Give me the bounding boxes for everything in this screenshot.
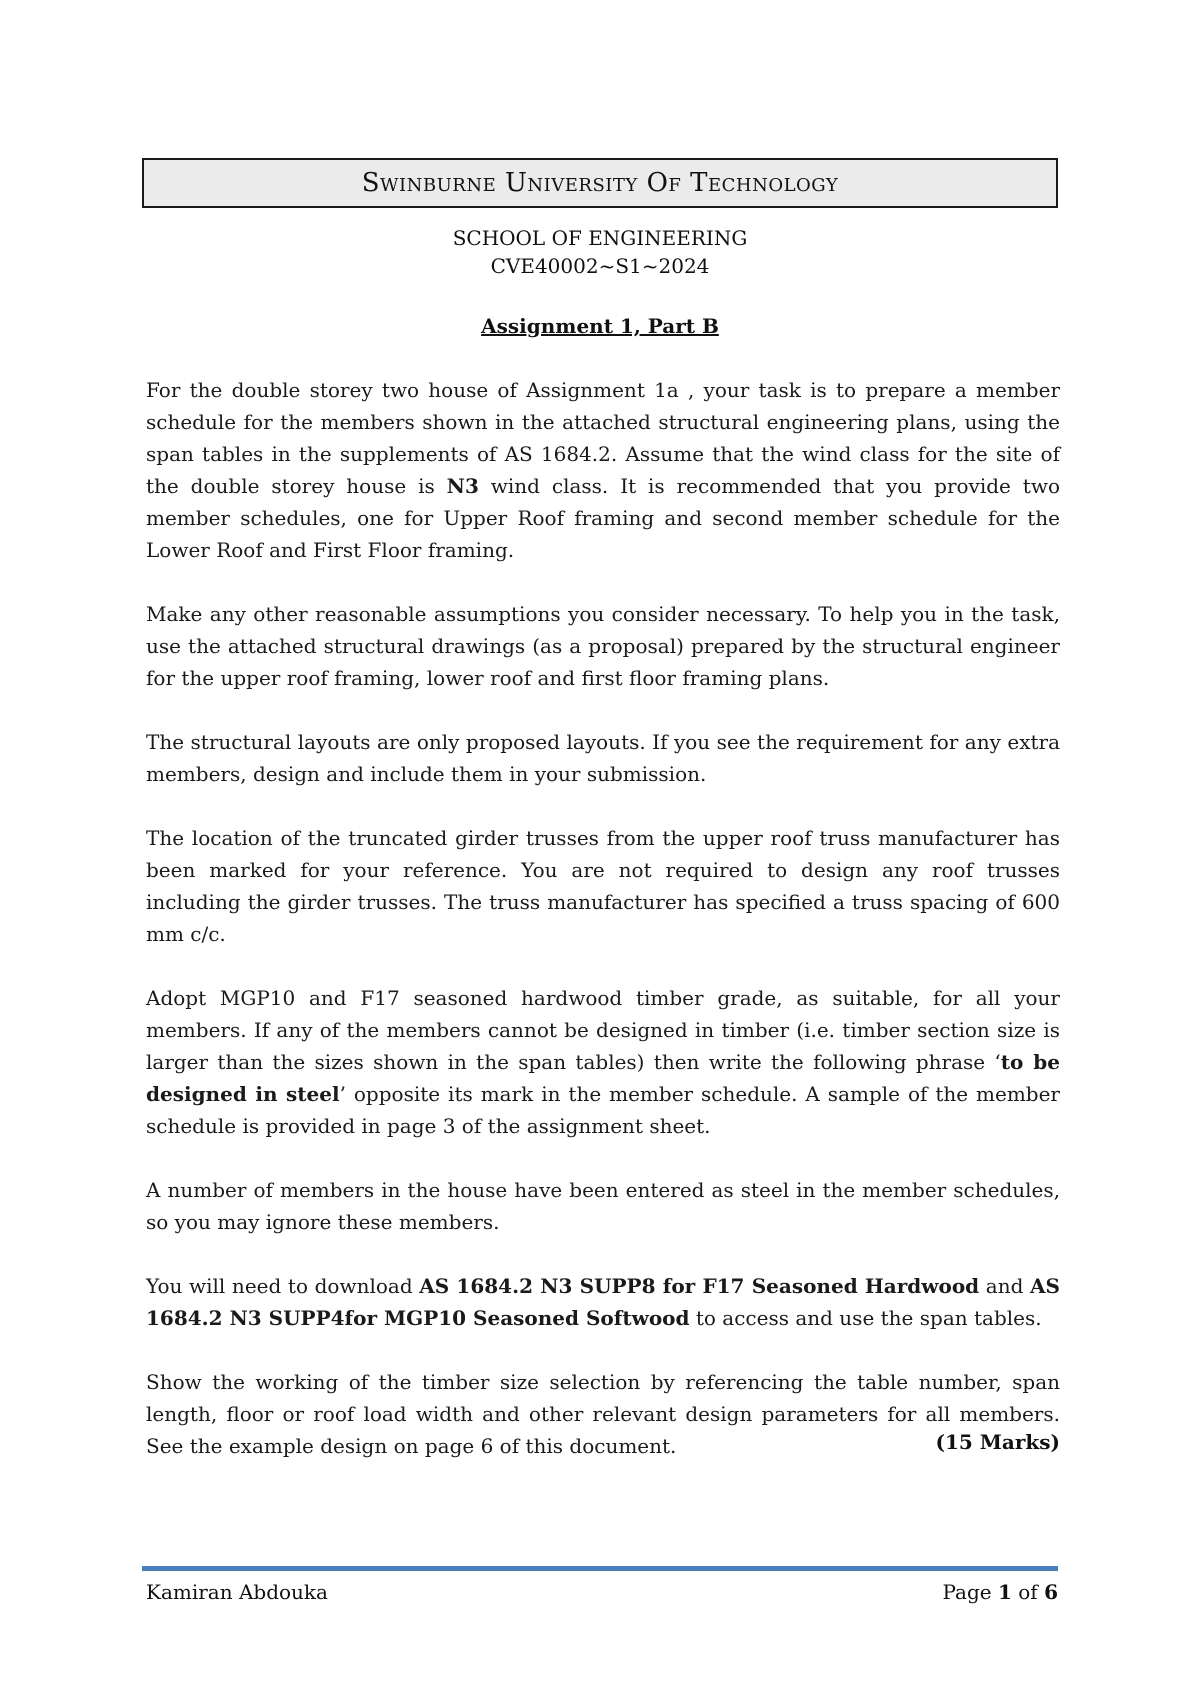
paragraph-girder-trusses: The location of the truncated girder trusses from the upper roof truss manufacturer has been marked for your reference. You are not required to design any roof trusses including the girder trusses. The truss manufacturer has specified a truss spacing of 600 mm c/c.	[146, 826, 1060, 946]
school-name: SCHOOL OF ENGINEERING	[452, 226, 748, 250]
university-title-box	[142, 158, 1058, 208]
page-footer	[146, 1578, 1058, 1606]
wind-class: N3	[446, 474, 479, 498]
university-title: Swinburne University Of Technology	[361, 168, 839, 198]
marks-label: (15 Marks)	[935, 1430, 1060, 1454]
supp4-reference: AS 1684.2 N3 SUPP4for MGP10 Seasoned Softwood	[146, 1274, 1060, 1330]
paragraph-timber-grade: Adopt MGP10 and F17 seasoned hardwood timber grade, as suitable, for all your members. If any of the members cannot be designed in timber (i.e. timber section size is larger than the sizes shown in the span tables) then write the following phrase ‘to be designed in steel’ opposite its mark in the member schedule. A sample of the member schedule is provided in page 3 of the assignment sheet.	[146, 986, 1060, 1138]
assignment-body	[146, 374, 1060, 1494]
footer-page-number: Page 1 of 6	[942, 1580, 1058, 1604]
paragraph-downloads: You will need to download AS 1684.2 N3 SUPP8 for F17 Seasoned Hardwood and AS 1684.2 N3 SUPP4for MGP10 Seasoned Softwood to access and use the span tables.	[146, 1274, 1060, 1330]
paragraph-assumptions: Make any other reasonable assumptions you consider necessary. To help you in the task, use the attached structural drawings (as a proposal) prepared by the structural engineer for the upper roof framing, lower roof and first floor framing plans.	[146, 602, 1060, 690]
footer-author: Kamiran Abdouka	[146, 1580, 328, 1604]
steel-phrase: to be designed in steel	[146, 1050, 1060, 1106]
course-code: CVE40002~S1~2024	[490, 254, 710, 278]
paragraph-working: Show the working of the timber size selection by referencing the table number, span length, floor or roof load width and other relevant design parameters for all members. See the example design on page 6 of this document.	[146, 1370, 1060, 1458]
supp8-reference: AS 1684.2 N3 SUPP8 for F17 Seasoned Hardwood	[419, 1274, 980, 1298]
paragraph-layouts: The structural layouts are only proposed layouts. If you see the requirement for any extra members, design and include them in your submission.	[146, 730, 1060, 786]
assignment-title: Assignment 1, Part B	[481, 314, 719, 338]
footer-rule	[142, 1566, 1058, 1571]
paragraph-steel-members: A number of members in the house have been entered as steel in the member schedules, so you may ignore these members.	[146, 1178, 1060, 1234]
paragraph-task: For the double storey two house of Assignment 1a , your task is to prepare a member schedule for the members shown in the attached structural engineering plans, using the span tables in the supplements of AS 1684.2. Assume that the wind class for the site of the double storey house is N3 wind class. It is recommended that you provide two member schedules, one for Upper Roof framing and second member schedule for the Lower Roof and First Floor framing.	[146, 378, 1060, 562]
